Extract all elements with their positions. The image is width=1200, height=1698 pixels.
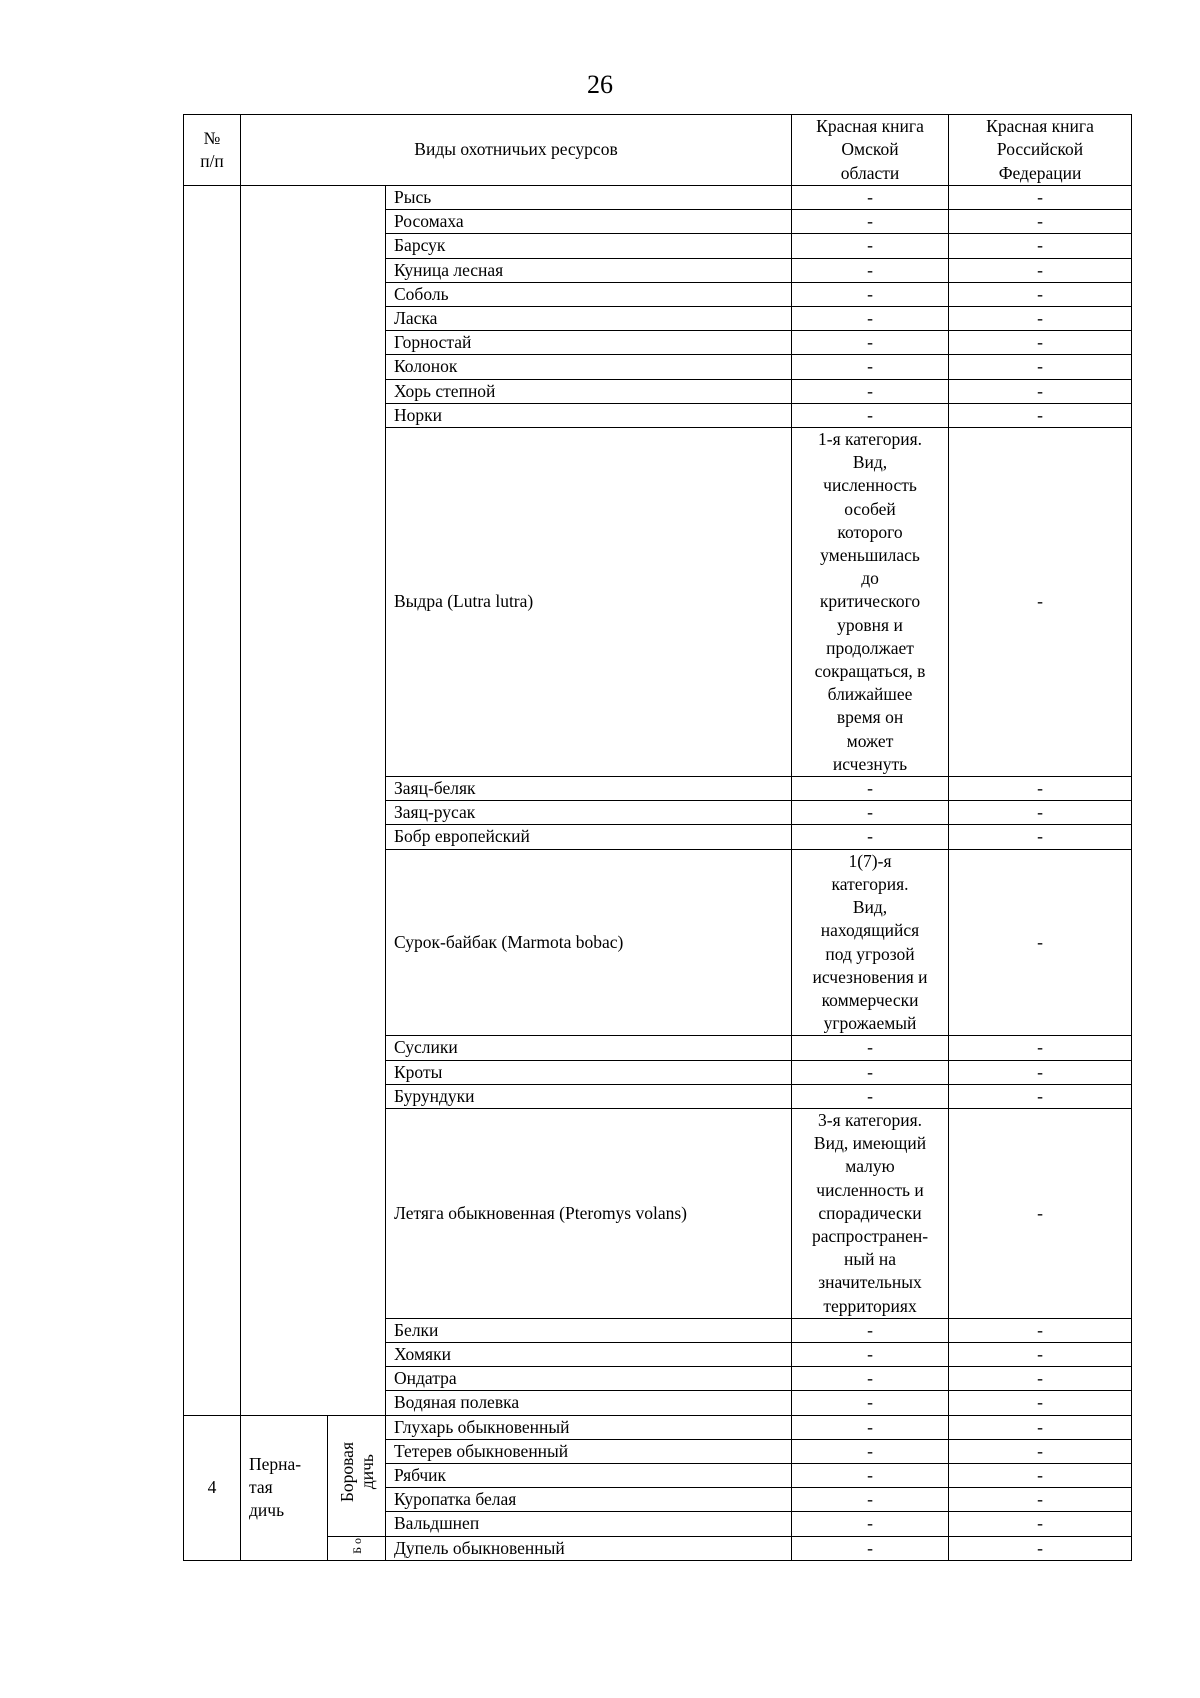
number-column-header: № п/п: [184, 115, 241, 186]
omsk-status-cell: -: [792, 355, 949, 379]
subgroup-label-line-1: Боровая: [336, 1442, 357, 1503]
species-name-cell: Хомяки: [386, 1342, 792, 1366]
subgroup-label: [337, 1442, 377, 1502]
omsk-status-cell: -: [792, 1367, 949, 1391]
rf-status-cell: -: [949, 1536, 1132, 1560]
omsk-status-cell: -: [792, 801, 949, 825]
omsk-status-cell: -: [792, 1060, 949, 1084]
species-name-cell: Заяц-русак: [386, 801, 792, 825]
species-name-cell: Заяц-беляк: [386, 777, 792, 801]
species-name-cell: Кроты: [386, 1060, 792, 1084]
omsk-status-cell: -: [792, 777, 949, 801]
rf-status-cell: -: [949, 849, 1132, 1036]
rf-status-cell: -: [949, 210, 1132, 234]
species-name-cell: Водяная полевка: [386, 1391, 792, 1415]
rf-status-cell: -: [949, 234, 1132, 258]
rf-status-cell: -: [949, 403, 1132, 427]
omsk-status-cell: -: [792, 210, 949, 234]
rf-status-cell: -: [949, 331, 1132, 355]
species-name-cell: Рябчик: [386, 1463, 792, 1487]
table-row: [184, 1415, 1132, 1439]
omsk-status-cell: -: [792, 186, 949, 210]
rf-status-cell: -: [949, 1439, 1132, 1463]
rf-status-cell: -: [949, 186, 1132, 210]
species-name-cell: Колонок: [386, 355, 792, 379]
omsk-status-cell: -: [792, 1342, 949, 1366]
omsk-status-cell: -: [792, 307, 949, 331]
omsk-status-cell: -: [792, 1391, 949, 1415]
subgroup-cell: [328, 1415, 386, 1536]
rf-status-cell: -: [949, 1342, 1132, 1366]
species-name-cell: Норки: [386, 403, 792, 427]
omsk-status-cell: -: [792, 1463, 949, 1487]
rf-status-cell: -: [949, 428, 1132, 777]
omsk-status-cell: 1(7)-я категория. Вид, находящийся под угрозой исчезновения и коммерчески угрожаемый: [792, 849, 949, 1036]
rf-status-cell: -: [949, 1060, 1132, 1084]
omsk-red-book-column-header: Красная книга Омской области: [792, 115, 949, 186]
species-name-cell: Летяга обыкновенная (Pteromys volans): [386, 1108, 792, 1318]
species-column-header: Виды охотничьих ресурсов: [241, 115, 792, 186]
rf-status-cell: -: [949, 1318, 1132, 1342]
group-cell: [241, 186, 386, 1416]
rf-red-book-column-header: Красная книга Российской Федерации: [949, 115, 1132, 186]
omsk-status-cell: -: [792, 331, 949, 355]
omsk-status-cell: -: [792, 1536, 949, 1560]
species-name-cell: Сурок-байбак (Marmota bobac): [386, 849, 792, 1036]
species-name-cell: Ондатра: [386, 1367, 792, 1391]
omsk-status-cell: -: [792, 379, 949, 403]
rf-status-cell: -: [949, 1084, 1132, 1108]
subgroup-fragment-cell: [328, 1536, 386, 1560]
omsk-status-cell: -: [792, 825, 949, 849]
group-name-cell: Перна- тая дичь: [241, 1415, 328, 1560]
omsk-status-cell: -: [792, 1084, 949, 1108]
species-name-cell: Бобр европейский: [386, 825, 792, 849]
group-number-cell: 4: [184, 1415, 241, 1560]
rf-status-cell: -: [949, 1367, 1132, 1391]
omsk-status-cell: -: [792, 1512, 949, 1536]
omsk-status-cell: -: [792, 403, 949, 427]
species-name-cell: Росомаха: [386, 210, 792, 234]
species-name-cell: Рысь: [386, 186, 792, 210]
rf-status-cell: -: [949, 1036, 1132, 1060]
species-name-cell: Ласка: [386, 307, 792, 331]
rf-status-cell: -: [949, 307, 1132, 331]
rf-status-cell: -: [949, 777, 1132, 801]
omsk-status-cell: -: [792, 282, 949, 306]
rf-status-cell: -: [949, 258, 1132, 282]
species-name-cell: Барсук: [386, 234, 792, 258]
species-name-cell: Хорь степной: [386, 379, 792, 403]
rf-status-cell: -: [949, 1463, 1132, 1487]
rf-status-cell: -: [949, 1415, 1132, 1439]
omsk-status-cell: -: [792, 258, 949, 282]
page-number: 26: [587, 70, 613, 99]
table-body: [184, 186, 1132, 1561]
rf-status-cell: -: [949, 355, 1132, 379]
species-name-cell: Белки: [386, 1318, 792, 1342]
table-header-row: [184, 115, 1132, 186]
rf-status-cell: -: [949, 1108, 1132, 1318]
rf-status-cell: -: [949, 825, 1132, 849]
omsk-status-cell: 3-я категория. Вид, имеющий малую численность и спорадически распространен- ный на значительных территориях: [792, 1108, 949, 1318]
omsk-status-cell: -: [792, 1318, 949, 1342]
species-name-cell: Соболь: [386, 282, 792, 306]
omsk-status-cell: -: [792, 234, 949, 258]
species-name-cell: Дупель обыкновенный: [386, 1536, 792, 1560]
hunting-resources-table: [183, 114, 1132, 1561]
species-name-cell: Суслики: [386, 1036, 792, 1060]
species-name-cell: Глухарь обыкновенный: [386, 1415, 792, 1439]
rf-status-cell: -: [949, 801, 1132, 825]
rf-status-cell: -: [949, 1391, 1132, 1415]
row-number-cell: [184, 186, 241, 1416]
omsk-status-cell: -: [792, 1415, 949, 1439]
species-name-cell: Куница лесная: [386, 258, 792, 282]
rf-status-cell: -: [949, 282, 1132, 306]
species-name-cell: Вальдшнеп: [386, 1512, 792, 1536]
table-row: [184, 186, 1132, 210]
rf-status-cell: -: [949, 1488, 1132, 1512]
species-name-cell: Бурундуки: [386, 1084, 792, 1108]
species-name-cell: Горностай: [386, 331, 792, 355]
omsk-status-cell: -: [792, 1439, 949, 1463]
species-name-cell: Куропатка белая: [386, 1488, 792, 1512]
rf-status-cell: -: [949, 379, 1132, 403]
subgroup-label-line-2: дичь: [356, 1454, 377, 1490]
omsk-status-cell: -: [792, 1488, 949, 1512]
subgroup-fragment-label: Б о: [349, 1537, 364, 1554]
species-name-cell: Тетерев обыкновенный: [386, 1439, 792, 1463]
species-name-cell: Выдра (Lutra lutra): [386, 428, 792, 777]
omsk-status-cell: 1-я категория. Вид, численность особей которого уменьшилась до критического уровня и продолжает сокращаться, в ближайшее время он может исчезнуть: [792, 428, 949, 777]
omsk-status-cell: -: [792, 1036, 949, 1060]
rf-status-cell: -: [949, 1512, 1132, 1536]
